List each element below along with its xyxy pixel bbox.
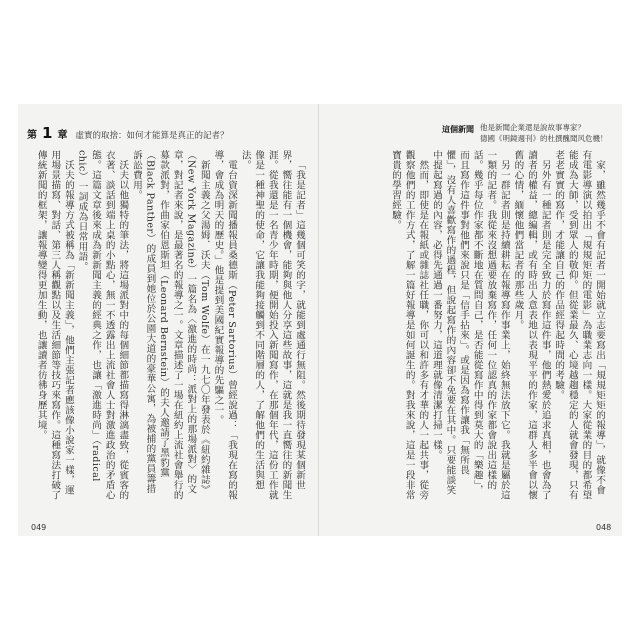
- paragraph: 家，雖然幾乎不會有記者一開始就立志要寫出「規規矩矩的報導」，就像不會有電影導演以拍出「規規矩矩的電影」為職業志向一樣。大家從業的目的都希望能成為大師，受到眾人的敬仰。但從業最久、心境越趨穩定的人就會發現，只有老老實實的寫作，才能讓自己的作品經得起時間的考驗。: [553, 150, 605, 500]
- chapter-number: 1: [42, 124, 53, 142]
- paragraph: 然而，即使是在報紙或雜誌社任職，你可以和許多有才華的人一起共事，從旁觀察他們的工作方式，了解一篇好報導是如何誕生的。對我來說，這是一段非常寶貴的學習經驗。: [390, 150, 429, 500]
- right-running-head: [442, 122, 632, 144]
- paragraph: 沃夫以他獨特的筆法，將這場派對中的每個細節都描寫得淋漓盡致，從賓客的衣著、談話到端上桌的小點心，無一不透露出上流社會人士對激進政治的矛盾心態。這篇文章後來成為新新聞主義的經典之作，也讓「激進時尚」（radical chic）一詞成為日常用語。: [76, 150, 129, 500]
- chapter-suffix: 章: [57, 130, 68, 141]
- page-number-left: 049: [31, 523, 47, 532]
- paragraph: 沃夫的報導方式被稱為「新新聞主義」，他們主張記者應該像小說家一樣，運用場景描寫、對話、第三人稱觀點以及生活細節等技巧來寫作。這種寫法打破了傳統新聞的框架，讓報導變得更加生動，也讓讀者彷彿身歷其境。: [35, 150, 74, 500]
- left-running-head: [27, 124, 228, 142]
- chapter-prefix: 第: [27, 130, 37, 141]
- paragraph: 另外有一種記者則是完全致力於寫作這件事，他們熱愛於追求真相，也會為了讀者的權益，總編輯，或有時出人意表地以表現平平的作家，這群人多半會以懷舊的心情，緬懷他們當記者的那些歲月。: [512, 150, 551, 500]
- header-line-2: 德國《明鏡週刊》的杜撰醜聞风危機！: [480, 134, 608, 143]
- paragraph: 「我是記者」這幾個可笑的字，就能到處通行無阻。然後期待發現某個新世界，嚮往能有一個機會，能夠與他人分享這些故事，這就是我一直嚮往的新聞生涯。從我還是一名青少年時期，便開始投入新聞寫作，在那個年代，這份工作就像是一種神聖的使命，它讓我能夠接觸到不同階層的人，了解他們的生活與想法。: [239, 150, 305, 500]
- header-line-1: 他是新聞企業還是說故事專家？: [480, 123, 585, 132]
- paragraph: 電台資深新聞播報員桑德斯（Peter Sartorius）曾經說過：「我現在寫的報導，會成為明天的歷史。」他是提到美國紀實報導的先驅之一。: [212, 150, 238, 500]
- paragraph: 新聞主義之父湯姆．沃夫（Tom Wolfe）在一九七〇年發表於《紐約雜誌》（New York Magazine）一篇名為〈激進的時尚：派對上的那場派對〉的文章，對記者來說，是最著名的報導之一。文章描述了一場在紐約上流社會舉行的募款派對，作曲家伯恩斯坦（Leonard Bernstein）的夫人邀請了黑豹黨（Black Panther）的成員到她位於公園大道的豪華公寓，為被捕的黨員籌措訴訟費用。: [130, 150, 210, 500]
- page-number-right: 048: [596, 523, 612, 532]
- left-page-body: [35, 150, 306, 500]
- right-page-body: [338, 150, 606, 500]
- book-gutter: [318, 104, 319, 536]
- chapter-title: 虛實的取捨：如何才能算是真正的記者？: [75, 131, 229, 141]
- paragraph: 另一群記者則是持續耕耘在報導寫作事業上，始終無法放下它。我就是屬於這一類的記者。我從來沒想過要放棄寫作，任何一位認真的作家都會說出這樣的話。幾乎每位作家都不斷地在質問自己，是否能從寫作中得到莫大的「樂趣」，而且寫作這件事對他們來說只是「信手拈來」。或是因為寫作讓我「無所畏懼」，沒有人喜歡寫作的過程，但說起寫作的內容卻不免要在其中。只要能談笑中提起寫過的內容，必得先通過一番努力，這道理就像清潔打掃一樣。: [430, 150, 510, 500]
- section-label: 這個新聞: [442, 125, 474, 134]
